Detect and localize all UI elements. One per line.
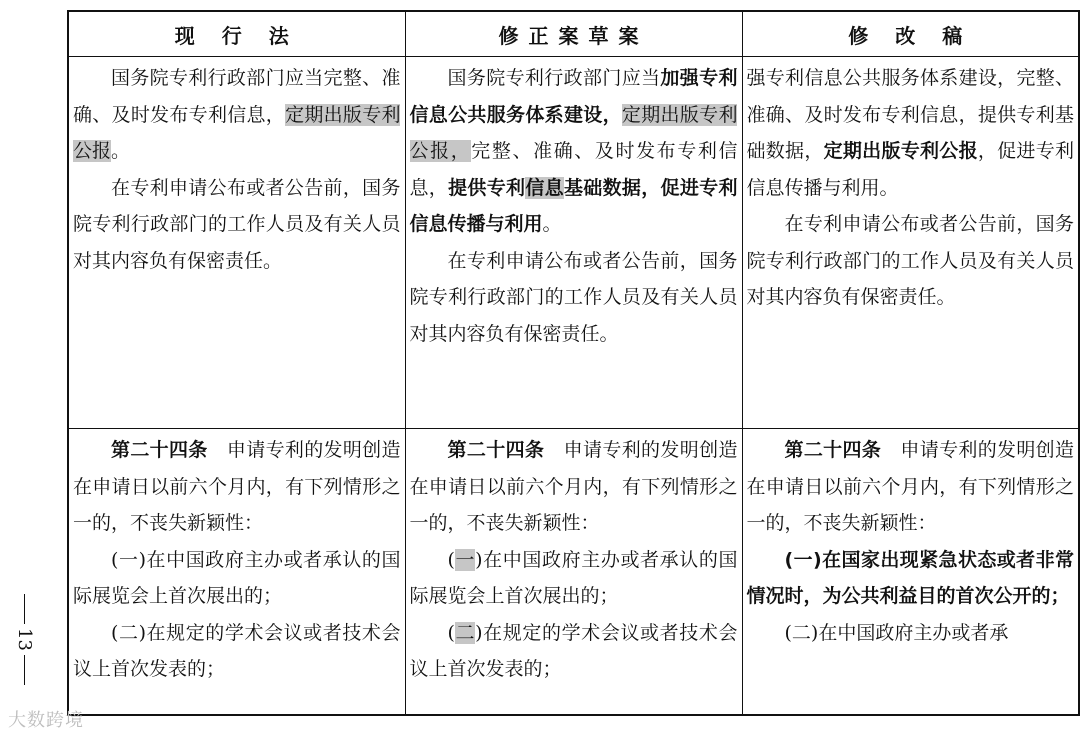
list-item: (二)在规定的学术会议或者技术会议上首次发表的； xyxy=(73,621,401,680)
text-span: 强专利信息公共服务体系建设，完整、准确、及时发布专利信息，提供专利基础数据， xyxy=(746,67,1074,162)
text-span: ( xyxy=(447,548,455,571)
list-item xyxy=(410,615,738,688)
paragraph xyxy=(73,432,401,542)
article-number: 第二十四条 xyxy=(111,439,208,461)
text-span: 。 xyxy=(542,213,562,235)
page-number xyxy=(14,590,34,700)
paragraph xyxy=(747,432,1075,542)
row2-current-law-cell xyxy=(68,429,405,716)
row1-current-law-cell xyxy=(68,57,405,429)
text-span: ，促进专利信息传播与利用。 xyxy=(746,140,1074,199)
bold-highlighted-text: 信息 xyxy=(525,176,564,199)
text-span: 。 xyxy=(111,140,131,162)
page-number-text: 13 xyxy=(14,628,35,651)
paragraph: 在专利申请公布或者公告前，国务院专利行政部门的工作人员及有关人员对其内容负有保密责任。 xyxy=(73,176,401,272)
text-span: 申请专利的发明创造在申请日以前六个月内，有下列情形之一的，不丧失新颖性： xyxy=(746,439,1074,534)
text-span: 完整、准确、及时发布专利信息， xyxy=(409,140,738,199)
divider xyxy=(24,594,25,624)
text-span: )在规定的学术会议或者技术会议上首次发表的； xyxy=(409,621,738,680)
list-item xyxy=(410,542,738,615)
text-span: 申请专利的发明创造在申请日以前六个月内，有下列情形之一的，不丧失新颖性： xyxy=(73,439,401,534)
list-item: (一)在国家出现紧急状态或者非常情况时，为公共利益目的首次公开的； xyxy=(746,548,1074,607)
table-row xyxy=(68,57,1079,429)
highlighted-text: 一 xyxy=(454,548,476,571)
row2-revised-draft-cell xyxy=(742,429,1079,716)
article-number: 第二十四条 xyxy=(447,439,545,461)
bold-text: 定期出版专利公报 xyxy=(823,140,978,162)
paragraph: 在专利申请公布或者公告前，国务院专利行政部门的工作人员及有关人员对其内容负有保密责任。 xyxy=(746,213,1074,308)
row2-draft-amendment-cell xyxy=(405,429,742,716)
highlighted-text: 定期出版专利公报， xyxy=(409,103,738,162)
row1-draft-amendment-cell xyxy=(405,57,742,429)
watermark: 大数跨境 xyxy=(8,710,84,731)
header-revised-draft: 修 改 稿 xyxy=(742,11,1079,57)
comparison-table xyxy=(67,10,1080,716)
text-span: )在中国政府主办或者承认的国际展览会上首次展出的； xyxy=(409,548,738,607)
paragraph xyxy=(410,60,738,243)
header-row xyxy=(68,11,1079,57)
highlighted-text: 二 xyxy=(454,621,476,644)
highlighted-text: 定期出版专利公报 xyxy=(73,103,401,162)
paragraph xyxy=(73,60,401,170)
header-current-law: 现 行 法 xyxy=(68,11,405,57)
bold-text: 加强专利信息公共服务体系建设， xyxy=(409,67,738,126)
article-number: 第二十四条 xyxy=(784,439,882,461)
text-span: ( xyxy=(447,621,455,644)
table-row xyxy=(68,429,1079,716)
list-item: (二)在中国政府主办或者承 xyxy=(784,621,1009,644)
bold-text: 基础数据，促进专利信息传播与利用 xyxy=(409,176,738,235)
paragraph xyxy=(410,432,738,542)
text-span: 国务院专利行政部门应当 xyxy=(447,67,661,89)
header-draft-amendment: 修正案草案 xyxy=(405,11,742,57)
list-item: (一)在中国政府主办或者承认的国际展览会上首次展出的； xyxy=(73,548,401,607)
text-span: 申请专利的发明创造在申请日以前六个月内，有下列情形之一的，不丧失新颖性： xyxy=(409,439,738,534)
paragraph: 在专利申请公布或者公告前，国务院专利行政部门的工作人员及有关人员对其内容负有保密责任。 xyxy=(409,249,738,345)
divider xyxy=(24,655,25,685)
row1-revised-draft-cell xyxy=(742,57,1079,429)
bold-text: 提供专利 xyxy=(448,176,526,199)
text-span: 国务院专利行政部门应当完整、准确、及时发布专利信息， xyxy=(73,67,401,126)
paragraph xyxy=(747,60,1075,206)
